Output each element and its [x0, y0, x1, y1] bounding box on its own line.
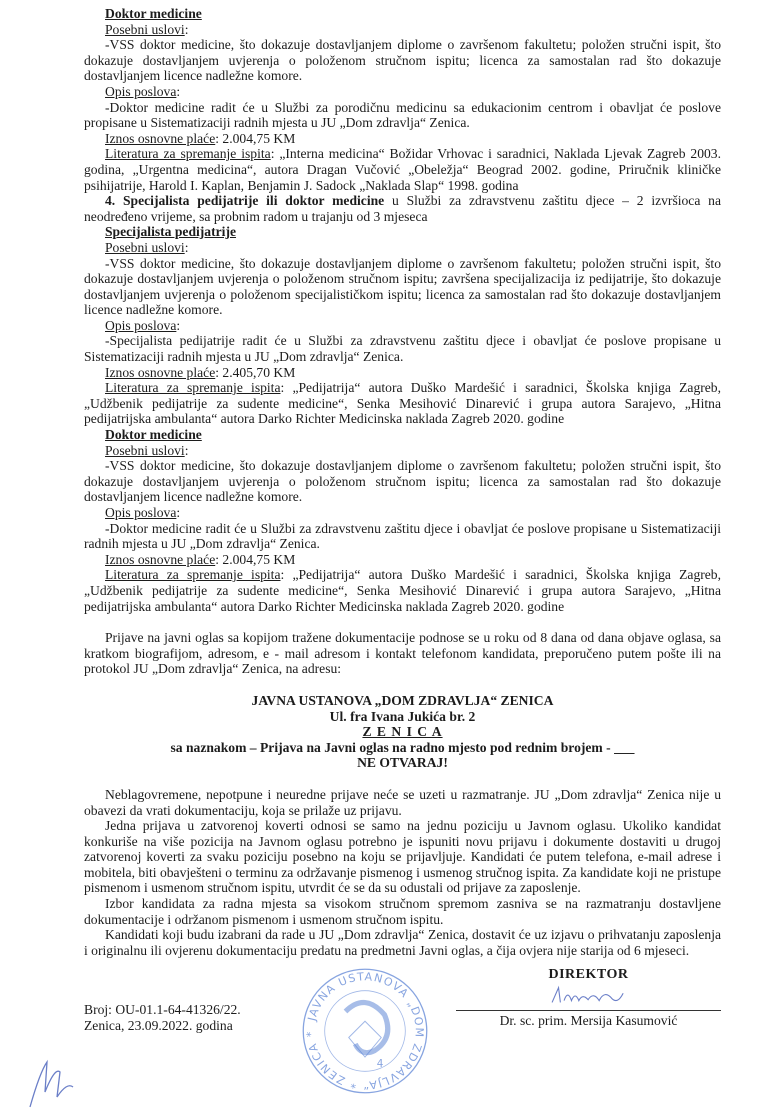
- field-value: :: [184, 239, 189, 255]
- address-line: JAVNA USTANOVA „DOM ZDRAVLJA“ ZENICA: [251, 692, 554, 708]
- field-line: [84, 365, 721, 381]
- address-line: Ul. fra Ivana Jukića br. 2: [329, 708, 476, 724]
- director-signature: [544, 984, 634, 1008]
- place-date: Zenica, 23.09.2022. godina: [84, 1018, 233, 1034]
- section-heading: Specijalista pedijatrije: [105, 224, 237, 240]
- field-label: Iznos osnovne plaće: [105, 551, 216, 567]
- field-line: [84, 318, 721, 334]
- director-name: Dr. sc. prim. Mersija Kasumović: [499, 1013, 678, 1029]
- initials-scribble: [25, 1052, 85, 1112]
- field-label: Literatura za spremanje ispita: [105, 567, 281, 583]
- field-label: Posebni uslovi: [105, 21, 185, 37]
- field-label: Opis poslova: [105, 505, 177, 520]
- field-label: Posebni uslovi: [105, 442, 185, 458]
- document-body: [84, 6, 721, 958]
- position-details: u Službi za zdravstvenu zaštitu djece – 2 izvršioca na neodređeno vrijeme, sa probnim radom u trajanju od 3 mjeseca: [84, 193, 721, 224]
- address-line: sa naznakom – Prijava na Javni oglas na radno mjesto pod rednim brojem - ___: [170, 739, 635, 755]
- section-heading: Doktor medicine: [105, 6, 202, 21]
- field-value: : „Interna medicina“ Božidar Vrhovac i saradnici, Naklada Ljevak Zagreb 2003. godina, „Urgentna medicina“, autora Dragan Vučović „Obeležja“ Beograd 2002. godine, Priručnik kliničke psihijatrije, Harold I. Kaplan, Benjamin J. Sadock „Naklada Slap“ 1998. godina: [84, 146, 721, 193]
- document-reference: [84, 966, 274, 1034]
- paragraph-spacer: [84, 677, 721, 693]
- document-footer: [84, 966, 721, 1096]
- field-line: [84, 240, 721, 256]
- field-label: Posebni uslovi: [105, 239, 185, 255]
- field-value: :: [176, 83, 181, 99]
- svg-text:4: 4: [376, 1058, 384, 1071]
- field-label: Literatura za spremanje ispita: [105, 146, 271, 162]
- field-value: : „Pedijatrija“ autora Duško Mardešić i saradnici, Školska knjiga Zagreb, „Udžbenik pedijatrije za sudente medicine“, Senka Mesihović Dinarević i grupa autora Sarajevo, „Hitna pedijatrijska ambulanta“ autora Darko Richter Medicinska naklada Zagreb 2020. godine: [84, 380, 721, 427]
- field-line: [84, 84, 721, 100]
- document-page: [84, 0, 721, 1116]
- field-value: : 2.004,75 KM: [215, 551, 296, 567]
- body-paragraph: Neblagovremene, nepotpune i neuredne prijave neće se uzeti u razmatranje. JU „Dom zdravlja“ Zenica nije u obavezi da vrati dokumentaciju, koja se prilaže uz prijavu.: [84, 786, 721, 818]
- field-label: Literatura za spremanje ispita: [105, 380, 281, 396]
- official-stamp: [300, 966, 430, 1096]
- section-heading: Doktor medicine: [105, 427, 202, 443]
- body-paragraph: Jedna prijava u zatvorenoj koverti odnosi se samo na jednu poziciju u Javnom oglasu. Ukoliko kandidat konkuriše na više pozicija na Javnom oglasu potrebno je ispuniti novu prijavu i dokumente dostaviti u drugoj zatvorenoj koverti za svaku poziciju posebno na koju se prijavljuje. Kandidati će putem telefona, e-mail adrese i mobitela, biti obavješteni o terminu za održavanje pismenog i usmenog stručnog ispita. Za kandidate koji ne pristupe pismenom i usmenom stručnom ispitu, utvrdit će se da su odustali od prijave za zaposlenje.: [84, 818, 721, 896]
- field-value: :: [184, 442, 189, 458]
- literature-paragraph: [84, 380, 721, 427]
- field-label: Iznos osnovne plaće: [105, 130, 216, 146]
- position-paragraph: [84, 193, 721, 224]
- field-label: Iznos osnovne plaće: [105, 364, 216, 380]
- field-value: : „Pedijatrija“ autora Duško Mardešić i saradnici, Školska knjiga Zagreb, „Udžbenik pedijatrije za sudente medicine“, Senka Mesihović Dinarević i grupa autora Sarajevo, „Hitna pedijatrijska ambulanta“ autora Darko Richter Medicinska naklada Zagreb 2020. godine: [84, 567, 721, 614]
- body-paragraph: -VSS doktor medicine, što dokazuje dostavljanjem diplome o završenom fakultetu; položen stručni ispit, što dokazuje dostavljanjem uvjerenja o položenom stručnom ispitu; završena specijalizacija iz pedijatrije, što dokazuje dostavljanjem uvjerenja o položenom specijalističkom ispitu; licenca za samostalan rad što dokazuje dostavljanjem licence nadležne komore.: [84, 255, 721, 318]
- field-line: [84, 22, 721, 38]
- field-label: Opis poslova: [105, 317, 177, 333]
- body-paragraph: Kandidati koji budu izabrani da rade u JU „Dom zdravlja“ Zenica, dostavit će uz izjavu o prihvatanju zaposlenja i originalnu ili ovjerenu dokumentaciju predatu na predmetni Javni oglas, a čija ovjera nije starija od 6 mjeseci.: [84, 927, 721, 958]
- field-label: Opis poslova: [105, 83, 177, 99]
- director-title: DIREKTOR: [548, 967, 629, 983]
- field-line: [84, 131, 721, 147]
- body-paragraph: -Doktor medicine radit će u Službi za zdravstvenu zaštitu djece i obavljat će poslove propisane u Sistematizaciji radnih mjesta u JU „Dom zdravlja“ Zenica.: [84, 520, 721, 552]
- reference-number: Broj: OU-01.1-64-41326/22.: [84, 1002, 241, 1018]
- field-value: :: [184, 21, 189, 37]
- field-value: :: [176, 505, 181, 520]
- body-paragraph: -VSS doktor medicine, što dokazuje dostavljanjem diplome o završenom fakultetu; položen stručni ispit, što dokazuje dostavljanjem uvjerenja o položenom stručnom ispitu; licenca za samostalan rad što dokazuje dostavljanjem licence nadležne komore.: [84, 458, 721, 505]
- paragraph-spacer: [84, 614, 721, 630]
- field-value: :: [176, 317, 181, 333]
- field-line: [84, 443, 721, 459]
- literature-paragraph: [84, 146, 721, 193]
- paragraph-spacer: [84, 771, 721, 787]
- address-city: Z E N I C A: [362, 724, 443, 740]
- svg-text:JAVNA USTANOVA „DOM ZDRAVLJA“: JAVNA USTANOVA „DOM ZDRAVLJA“ * ZENICA *: [304, 970, 426, 1093]
- field-line: [84, 505, 721, 521]
- body-paragraph: Izbor kandidata za radna mjesta sa visokom stručnom spremom zasniva se na razmatranju dostavljene dokumentacije i održanom pismenom i usmenom stručnom ispitu.: [84, 896, 721, 927]
- body-paragraph: -Specijalista pedijatrije radit će u Službi za zdravstvenu zaštitu djece i obavljat će poslove propisane u Sistematizaciji radnih mjesta u JU „Dom zdravlja“ Zenica.: [84, 333, 721, 365]
- signature-line: [456, 1010, 721, 1011]
- body-paragraph: -Doktor medicine radit će u Službi za porodičnu medicinu sa edukacionim centrom i obavljat će poslove propisane u Sistematizaciji radnih mjesta u JU „Dom zdravlja“ Zenica.: [84, 99, 721, 131]
- field-value: : 2.405,70 KM: [215, 364, 296, 380]
- director-signature-block: [456, 966, 721, 1029]
- literature-paragraph: [84, 567, 721, 614]
- field-value: : 2.004,75 KM: [215, 130, 296, 146]
- address-line: NE OTVARAJ!: [357, 755, 448, 771]
- body-paragraph: -VSS doktor medicine, što dokazuje dostavljanjem diplome o završenom fakultetu; položen stručni ispit, što dokazuje dostavljanjem uvjerenja o položenom stručnom ispitu; licenca za samostalan rad što dokazuje dostavljanjem licence nadležne komore.: [84, 37, 721, 84]
- body-paragraph: Prijave na javni oglas sa kopijom tražene dokumentacije podnose se u roku od 8 dana od dana objave oglasa, sa kratkom biografijom, adresom, e - mail adresom i kontakt telefonom kandidata, preporučeno putem pošte ili na protokol JU „Dom zdravlja“ Zenica, na adresu:: [84, 630, 721, 677]
- position-title: 4. Specijalista pedijatrije ili doktor medicine: [105, 193, 385, 209]
- field-line: [84, 552, 721, 568]
